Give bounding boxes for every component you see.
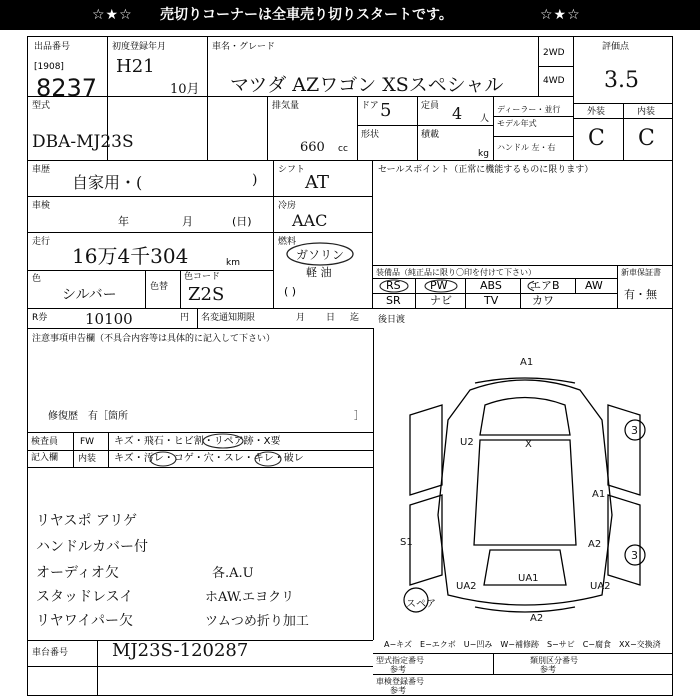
handle-label: ハンドル 左・右 (497, 143, 556, 152)
fuel-circle-mark (284, 240, 356, 268)
fw-label: FW (80, 437, 95, 447)
chassis-value: MJ23S-120287 (112, 640, 249, 661)
color-label: 色 (32, 274, 42, 284)
ac-value: AAC (292, 211, 328, 230)
evaluation-score: 3.5 (604, 68, 639, 93)
mark-a2-right: A2 (588, 539, 602, 550)
fuel-other: ( ) (284, 285, 297, 298)
circled-3-bottom: 3 (631, 549, 638, 562)
load-label: 積載 (421, 130, 440, 140)
shape-label: 形状 (361, 130, 380, 140)
type-code-label: 型式 (32, 101, 51, 111)
mark-x: X (525, 439, 532, 450)
capacity-label: 定員 (421, 101, 440, 111)
model-value: マツダ AZワゴン XSスペシャル (230, 74, 504, 96)
registration-label: 初度登録年月 (112, 42, 167, 52)
transfer-day: 日 (326, 313, 336, 323)
header-banner (0, 0, 700, 30)
remark-1: リヤスポ アリゲ (36, 513, 138, 529)
form-number-ref: 参考 (390, 665, 406, 674)
recycle-label: R券 (32, 313, 48, 323)
mileage-unit: km (226, 258, 240, 268)
remark-right-2: ホAW.エヨクリ (205, 590, 295, 605)
form-number-label: 型式指定番号 (376, 656, 424, 665)
color-code-label: 色コード (184, 272, 221, 282)
inspector-circle-marks (108, 432, 373, 467)
interior-items: キズ・汚レ・コゲ・穴・スレ・キレ・破レ (114, 453, 304, 464)
recycle-value: 10100 (85, 310, 133, 328)
drive-4wd: 4WD (543, 76, 565, 86)
capacity-unit: 人 (480, 114, 490, 124)
lot-number: 8237 (36, 74, 98, 102)
banner-stars-right: ☆★☆ (540, 7, 581, 23)
registration-number-ref: 参考 (390, 686, 406, 695)
mark-u2-left: U2 (460, 437, 474, 448)
mark-ua1: UA1 (518, 573, 539, 584)
displacement-label: 排気量 (272, 101, 300, 111)
mark-a2-bottom: A2 (530, 613, 544, 624)
interior-row-label: 内装 (78, 454, 97, 464)
equip-aw: AW (585, 279, 603, 292)
mark-spare: スペア (406, 599, 436, 610)
history-close: ) (252, 172, 258, 188)
model-label: 車名・グレード (212, 42, 276, 52)
displacement-unit: cc (338, 144, 348, 154)
doors-value: 5 (380, 100, 392, 121)
equip-abs: ABS (480, 279, 502, 292)
drive-2wd: 2WD (543, 48, 565, 58)
transfer-label: 名変通知期限 (201, 313, 256, 323)
category-number-label: 類別区分番号 (530, 656, 578, 665)
mileage-label: 走行 (32, 237, 51, 247)
model-year-label: モデル年式 (497, 119, 537, 128)
inspector-label: 検査員 (31, 437, 59, 447)
repair-history: 修復歴 有［箇所 (48, 411, 128, 422)
history-label: 車歴 (32, 165, 51, 175)
dealer-label: ディーラー・並行 (497, 105, 561, 114)
shift-label: シフト (278, 165, 306, 175)
fw-items: キズ・飛石・ヒビ割・リペア跡・X要 (114, 436, 281, 447)
equip-rs: RS (386, 279, 401, 292)
notes-label: 注意事項申告欄（不具合内容等は具体的に記入して下さい） (32, 334, 276, 344)
remark-3: オーディオ欠 (36, 565, 119, 581)
recycle-unit: 円 (180, 313, 190, 323)
after-delivery-label: 後日渡 (378, 315, 406, 325)
interior-label: 内装 (637, 107, 656, 117)
sales-point-label: セールスポイント（正常に機能するものに限ります） (378, 165, 594, 175)
exterior-grade: C (588, 126, 605, 151)
registration-number-label: 車検登録番号 (376, 677, 424, 686)
inspection-year: 年 (118, 215, 129, 228)
remark-right-3: ツムつめ折り加工 (205, 614, 309, 629)
registration-month: 10月 (170, 82, 200, 97)
mark-ua2-right: UA2 (590, 581, 611, 592)
equip-tv: TV (484, 294, 499, 307)
fuel-gasoline: ガソリン (296, 248, 345, 262)
history-value: 自家用・( (72, 173, 143, 192)
fuel-label: 燃料 (278, 237, 297, 247)
mark-a1-right: A1 (592, 489, 606, 500)
type-code-value: DBA-MJ23S (32, 132, 134, 152)
registration-era-year: H21 (116, 56, 155, 77)
displacement-value: 660 (300, 140, 325, 155)
mileage-value: 16万4千304 (72, 244, 189, 268)
exterior-label: 外装 (587, 107, 606, 117)
fuel-diesel: 軽 油 (306, 266, 332, 279)
load-unit: kg (478, 149, 489, 159)
banner-stars-left: ☆★☆ (92, 7, 133, 23)
car-damage-diagram (380, 345, 670, 630)
interior-grade: C (638, 126, 655, 151)
transfer-month: 月 (296, 313, 306, 323)
ac-label: 冷房 (278, 201, 297, 211)
mark-ua2-left: UA2 (456, 581, 477, 592)
equip-sr: SR (386, 294, 401, 307)
equip-navi: ナビ (430, 294, 452, 307)
paint-change-label: 色替 (150, 282, 169, 292)
warranty-value: 有・無 (624, 288, 657, 301)
chassis-label: 車台番号 (32, 648, 69, 658)
damage-legend: A−キズ E−エクボ U−凹み W−補修跡 S−サビ C−腐食 XX−交換済 (384, 640, 661, 649)
color-code-value: Z2S (188, 284, 225, 305)
inspection-month: 月 (182, 215, 193, 228)
capacity-value: 4 (452, 104, 463, 123)
remark-2: ハンドルカバー付 (36, 539, 148, 555)
color-value: シルバー (62, 287, 117, 303)
doors-label: ドア (361, 101, 379, 111)
evaluation-label: 評価点 (602, 42, 630, 52)
equipment-label: 装備品（純正品に限り〇印を付けて下さい） (376, 268, 536, 277)
equip-leather: カワ (532, 294, 554, 307)
banner-text: 売切りコーナーは全車売り切りスタートです。 (160, 7, 453, 23)
equip-airbag: エアB (530, 279, 560, 292)
equip-pw: PW (430, 279, 448, 292)
circled-3-top: 3 (631, 424, 638, 437)
lot-label: 出品番号 (34, 42, 71, 52)
mark-s1: S1 (400, 537, 413, 548)
category-number-ref: 参考 (540, 665, 556, 674)
mark-a1-top: A1 (520, 357, 534, 368)
warranty-label: 新車保証書 (621, 268, 661, 277)
remark-4: スタッドレスイ (36, 589, 134, 605)
remark-right-1: 各.A.U (212, 566, 254, 581)
inspection-day: (日) (232, 215, 252, 228)
repair-history-close: ］ (354, 411, 364, 422)
remark-5: リヤワイパー欠 (36, 613, 134, 629)
inspector-entry-label: 記入欄 (31, 453, 59, 463)
transfer-until: 迄 (350, 313, 360, 323)
equipment-circle-marks (374, 278, 534, 294)
inspection-label: 車検 (32, 201, 51, 211)
shift-value: AT (305, 172, 330, 193)
lot-code: [1908] (34, 62, 64, 72)
